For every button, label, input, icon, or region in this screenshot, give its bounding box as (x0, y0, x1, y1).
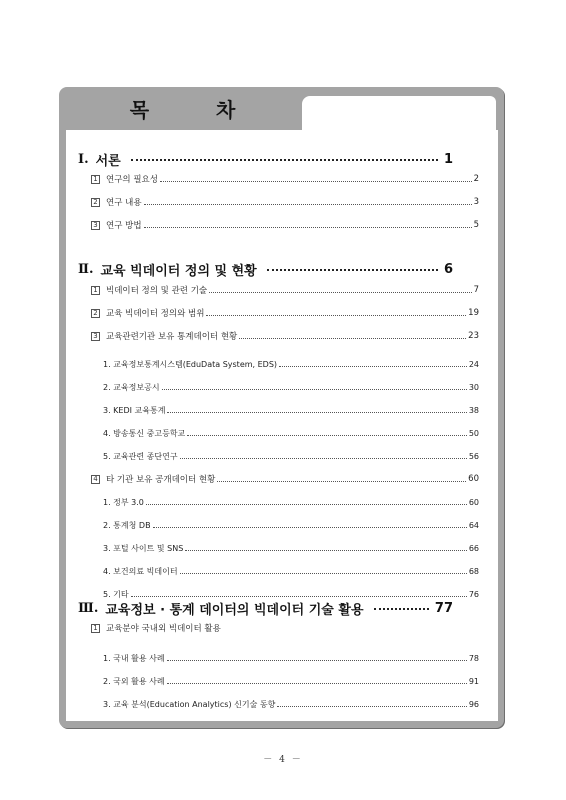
item-title: 연구의 필요성 (106, 175, 158, 185)
dot-leader (153, 527, 467, 528)
toc-content (66, 130, 498, 721)
dot-leader (277, 706, 467, 707)
item-number-box: 3 (91, 221, 100, 230)
subitem-page: 64 (468, 520, 479, 530)
subitem-title: 5. 기타 (103, 589, 129, 599)
toc-item[interactable] (91, 620, 479, 636)
subitem-page: 78 (468, 653, 479, 663)
subitem-page: 96 (468, 699, 479, 709)
dot-leader (167, 412, 466, 413)
item-number-box: 1 (91, 175, 100, 184)
subitem-page: 68 (468, 566, 479, 576)
dot-leader (279, 366, 467, 367)
item-title: 교육 빅데이터 정의와 범위 (106, 309, 205, 319)
dot-leader (167, 660, 467, 661)
dot-leader (160, 181, 472, 182)
toc-item[interactable] (91, 471, 479, 487)
item-number-box: 2 (91, 309, 100, 318)
toc-item[interactable] (91, 305, 479, 321)
title-bar-blank (302, 96, 496, 130)
toc-subitem[interactable] (103, 494, 479, 510)
subitem-title: 3. 포털 사이트 및 SNS (103, 543, 184, 553)
item-title: 교육관련기관 보유 통계데이터 현황 (106, 332, 238, 342)
dot-leader (180, 573, 467, 574)
item-page: 60 (468, 474, 479, 484)
toc-subitem[interactable] (103, 696, 479, 712)
item-number-box: 2 (91, 198, 100, 207)
toc-section[interactable] (78, 258, 453, 280)
item-title: 교육분야 국내외 빅데이터 활용 (106, 624, 221, 634)
subitem-title: 2. 통계청 DB (103, 520, 151, 530)
section-title: 교육 빅데이터 정의 및 현황 (100, 263, 257, 279)
toc-frame (59, 87, 504, 728)
item-page: 7 (473, 285, 479, 295)
toc-subitem[interactable] (103, 673, 479, 689)
section-page: 77 (434, 600, 453, 616)
section-number: Ⅲ. (78, 600, 99, 616)
subitem-title: 4. 방송통신 중고등학교 (103, 428, 186, 438)
page-number: － 4 － (263, 755, 303, 765)
subitem-page: 50 (468, 428, 479, 438)
toc-section[interactable] (78, 597, 453, 619)
item-title: 타 기관 보유 공개데이터 현황 (106, 475, 216, 485)
item-page: 5 (473, 220, 479, 230)
dot-leader (144, 204, 472, 205)
section-number: Ⅰ. (78, 151, 89, 167)
toc-subitem[interactable] (103, 356, 479, 372)
subitem-page: 76 (468, 589, 479, 599)
toc-subitem[interactable] (103, 650, 479, 666)
item-number-box: 1 (91, 624, 100, 633)
toc-subitem[interactable] (103, 425, 479, 441)
subitem-page: 66 (468, 543, 479, 553)
dot-leader (187, 435, 467, 436)
item-page: 2 (473, 174, 479, 184)
item-number-box: 3 (91, 332, 100, 341)
toc-subitem[interactable] (103, 379, 479, 395)
subitem-title: 2. 국외 활용 사례 (103, 676, 165, 686)
subitem-page: 38 (468, 405, 479, 415)
dot-leader (239, 338, 466, 339)
toc-item[interactable] (91, 171, 479, 187)
toc-subitem[interactable] (103, 517, 479, 533)
dot-leader (206, 315, 466, 316)
dot-leader (146, 504, 467, 505)
dot-leader (209, 292, 471, 293)
dot-leader (217, 481, 466, 482)
item-number-box: 4 (91, 475, 100, 484)
toc-item[interactable] (91, 217, 479, 233)
item-page: 3 (473, 197, 479, 207)
toc-subitem[interactable] (103, 448, 479, 464)
subitem-page: 30 (468, 382, 479, 392)
dot-leader (162, 389, 467, 390)
dot-leader (180, 458, 467, 459)
subitem-title: 2. 교육정보공시 (103, 382, 160, 392)
toc-title-tab (59, 87, 302, 130)
subitem-page: 91 (468, 676, 479, 686)
dot-leader (131, 159, 438, 161)
item-title: 빅데이터 정의 및 관련 기술 (106, 286, 208, 296)
subitem-title: 4. 보건의료 빅데이터 (103, 566, 178, 576)
section-title: 교육정보 · 통계 데이터의 빅데이터 기술 활용 (105, 602, 364, 618)
section-page: 1 (443, 151, 453, 167)
dot-leader (374, 608, 429, 610)
item-page: 23 (468, 331, 479, 341)
subitem-title: 3. KEDI 교육통계 (103, 405, 166, 415)
toc-item[interactable] (91, 328, 479, 344)
subitem-title: 1. 국내 활용 사례 (103, 653, 165, 663)
section-number: Ⅱ. (78, 261, 94, 277)
dot-leader (185, 550, 466, 551)
toc-subitem[interactable] (103, 402, 479, 418)
subitem-page: 24 (468, 359, 479, 369)
item-page: 19 (468, 308, 479, 318)
subitem-title: 1. 교육정보통계시스템(EduData System, EDS) (103, 359, 278, 369)
toc-item[interactable] (91, 194, 479, 210)
dot-leader (167, 683, 467, 684)
section-page: 6 (443, 261, 453, 277)
subitem-page: 56 (468, 451, 479, 461)
subitem-title: 3. 교육 분석(Education Analytics) 신기술 동향 (103, 699, 276, 709)
subitem-title: 1. 정부 3.0 (103, 497, 144, 507)
toc-section[interactable] (78, 148, 453, 170)
dot-leader (267, 269, 438, 271)
item-number-box: 1 (91, 286, 100, 295)
toc-subitem[interactable] (103, 563, 479, 579)
item-title: 연구 내용 (106, 198, 142, 208)
item-title: 연구 방법 (106, 221, 142, 231)
subitem-page: 60 (468, 497, 479, 507)
toc-title: 목 차 (129, 98, 266, 122)
dot-leader (144, 227, 472, 228)
toc-subitem[interactable] (103, 540, 479, 556)
section-title: 서론 (95, 153, 121, 169)
subitem-title: 5. 교육관련 종단연구 (103, 451, 178, 461)
toc-item[interactable] (91, 282, 479, 298)
